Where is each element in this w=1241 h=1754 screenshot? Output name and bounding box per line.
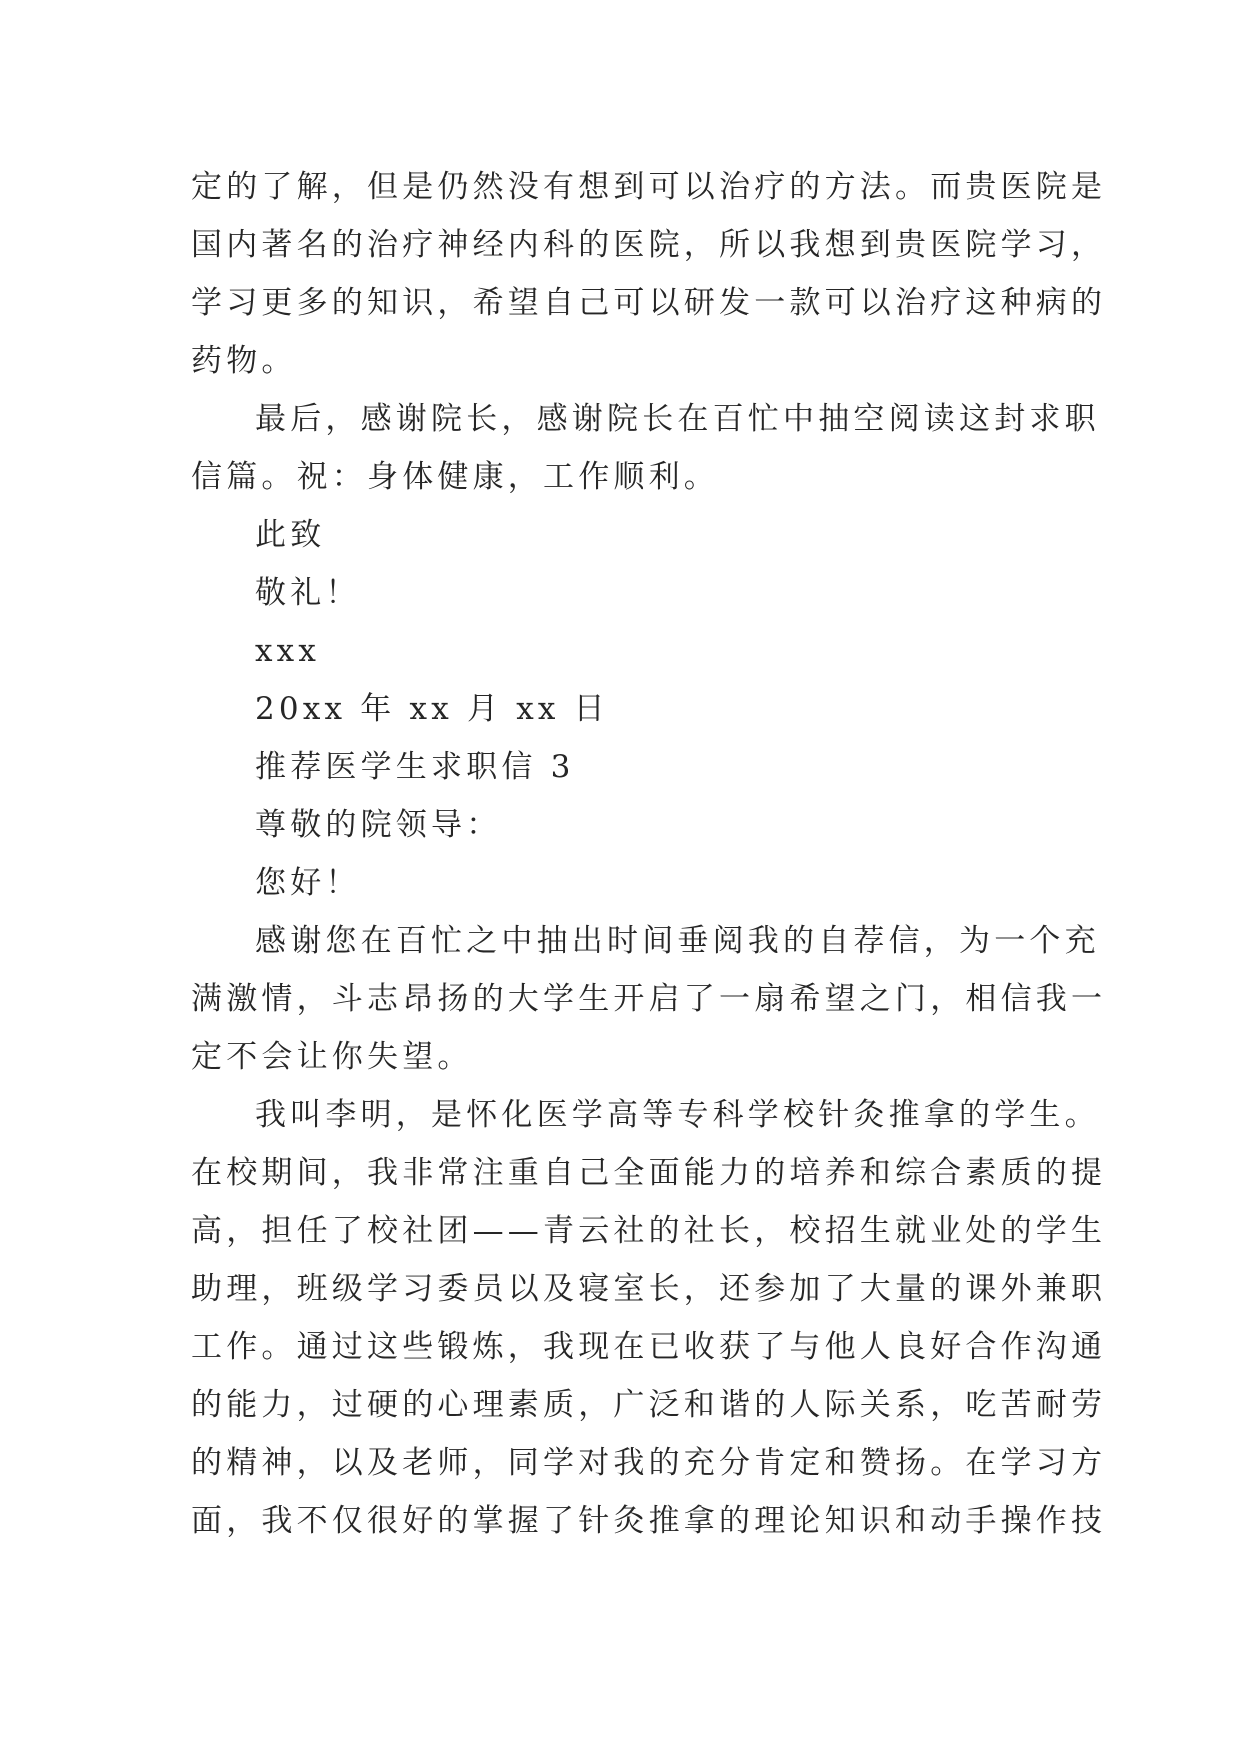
text-line: 定不会让你失望。 <box>191 1039 473 1075</box>
text-line: 感谢您在百忙之中抽出时间垂阅我的自荐信，为一个充 <box>255 923 1100 959</box>
greeting-hello: 您好！ <box>255 865 361 901</box>
text-line: 的精神，以及老师，同学对我的充分肯定和赞扬。在学习方 <box>191 1445 1107 1481</box>
text-line: 最后，感谢院长，感谢院长在百忙中抽空阅读这封求职 <box>255 401 1100 437</box>
text-line: 在校期间，我非常注重自己全面能力的培养和综合素质的提 <box>191 1155 1107 1191</box>
signature-name: xxx <box>255 633 321 669</box>
text-line: 面，我不仅很好的掌握了针灸推拿的理论知识和动手操作技 <box>191 1503 1107 1539</box>
text-line: 学习更多的知识，希望自己可以研发一款可以治疗这种病的 <box>191 285 1107 321</box>
text-line: 满激情，斗志昂扬的大学生开启了一扇希望之门，相信我一 <box>191 981 1107 1017</box>
text-line: 助理，班级学习委员以及寝室长，还参加了大量的课外兼职 <box>191 1271 1107 1307</box>
text-line: 我叫李明，是怀化医学高等专科学校针灸推拿的学生。 <box>255 1097 1100 1133</box>
closing-regards: 敬礼！ <box>255 575 361 611</box>
signature-date: 20xx 年 xx 月 xx 日 <box>255 691 609 727</box>
greeting-recipient: 尊敬的院领导： <box>255 807 502 843</box>
text-line: 药物。 <box>191 343 297 379</box>
text-line: 的能力，过硬的心理素质，广泛和谐的人际关系，吃苦耐劳 <box>191 1387 1107 1423</box>
letter-title: 推荐医学生求职信 3 <box>255 749 575 785</box>
text-line: 工作。通过这些锻炼，我现在已收获了与他人良好合作沟通 <box>191 1329 1107 1365</box>
text-line: 国内著名的治疗神经内科的医院，所以我想到贵医院学习， <box>191 227 1107 263</box>
text-line: 信篇。祝：身体健康，工作顺利。 <box>191 459 719 495</box>
letter-body <box>191 158 1107 1550</box>
closing-salutation: 此致 <box>255 517 326 553</box>
text-line: 定的了解，但是仍然没有想到可以治疗的方法。而贵医院是 <box>191 169 1107 205</box>
text-line: 高，担任了校社团——青云社的社长，校招生就业处的学生 <box>191 1213 1107 1249</box>
